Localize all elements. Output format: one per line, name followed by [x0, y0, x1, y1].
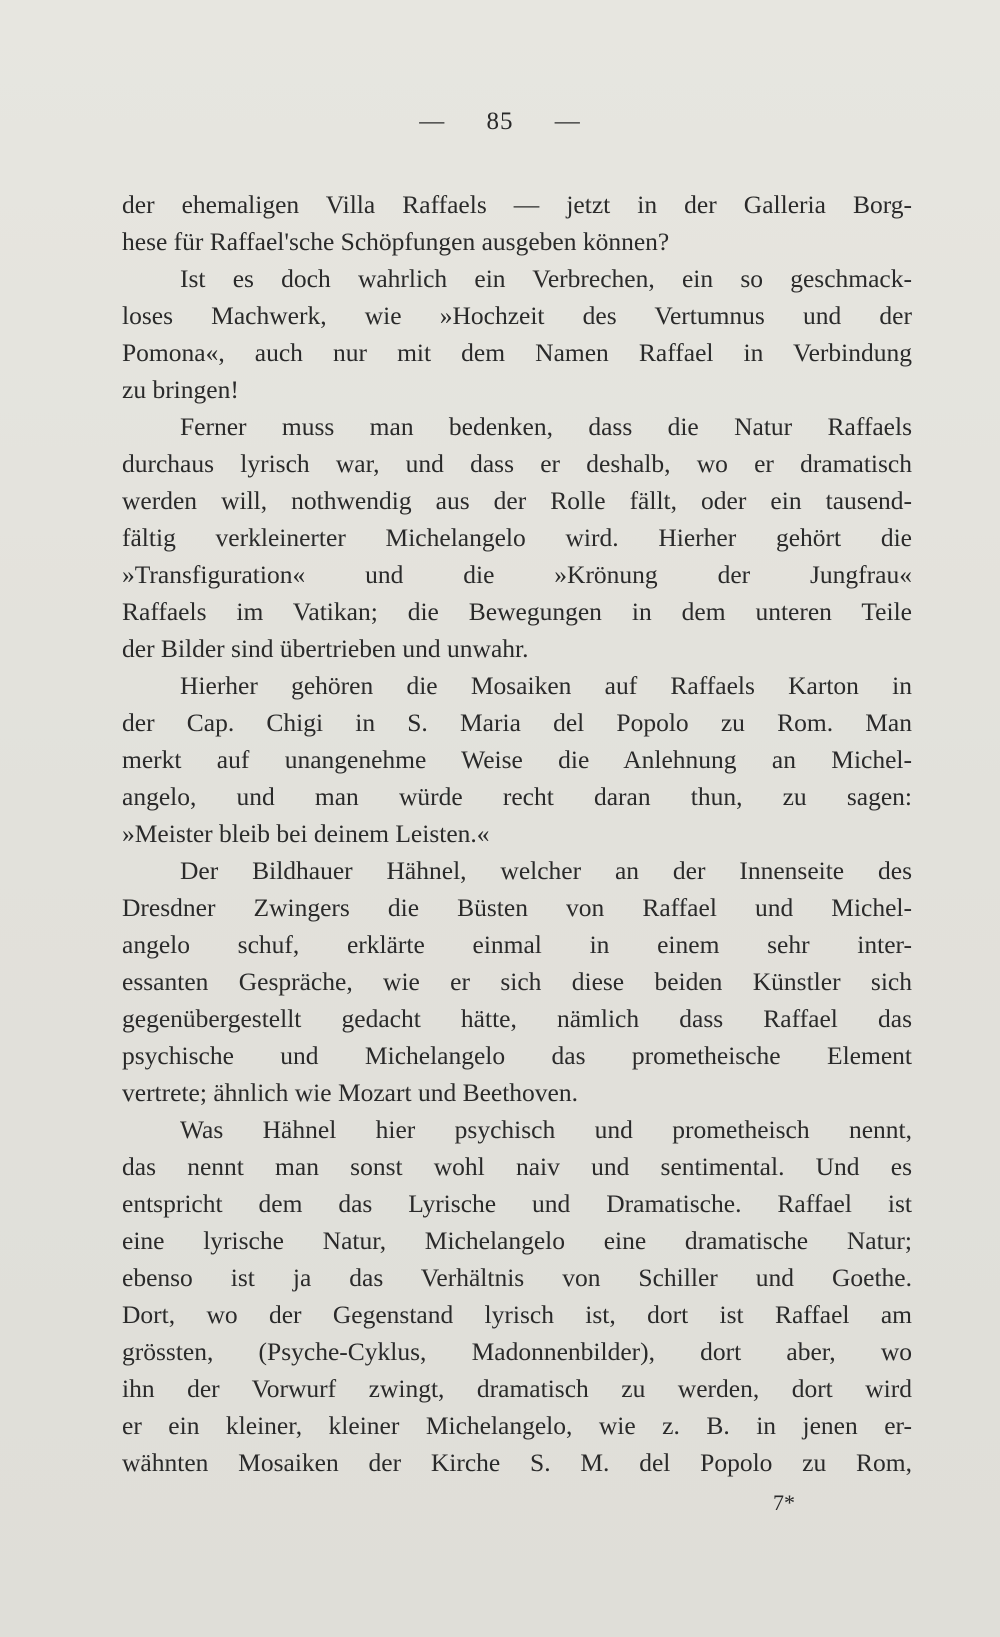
text-line: Ist es doch wahrlich ein Verbrechen, ein so geschmack- — [180, 264, 912, 293]
body-text — [122, 186, 912, 1481]
text-line: psychische und Michelangelo das prometheische Element — [122, 1041, 912, 1070]
text-line: der ehemaligen Villa Raffaels — jetzt in der Galleria Borg- — [122, 190, 912, 219]
text-line: Der Bildhauer Hähnel, welcher an der Innenseite des — [180, 856, 912, 885]
text-line: Dresdner Zwingers die Büsten von Raffael und Michel- — [122, 893, 912, 922]
page-number: 85 — [486, 108, 514, 135]
text-line: essanten Gespräche, wie er sich diese beiden Künstler sich — [122, 967, 912, 996]
text-line: ebenso ist ja das Verhältnis von Schiller und Goethe. — [122, 1263, 912, 1292]
text-line: das nennt man sonst wohl naiv und sentimental. Und es — [122, 1152, 912, 1181]
text-line: vertrete; ähnlich wie Mozart und Beethoven. — [122, 1078, 578, 1107]
text-line: wähnten Mosaiken der Kirche S. M. del Popolo zu Rom, — [122, 1448, 912, 1477]
text-line: der Bilder sind übertrieben und unwahr. — [122, 634, 529, 663]
header-dash-left: — — [419, 108, 446, 135]
text-line: fältig verkleinerter Michelangelo wird. Hierher gehört die — [122, 523, 912, 552]
signature-mark: 7* — [773, 1490, 795, 1515]
text-line: der Cap. Chigi in S. Maria del Popolo zu Rom. Man — [122, 708, 912, 737]
text-line: Hierher gehören die Mosaiken auf Raffaels Karton in — [180, 671, 912, 700]
text-line: merkt auf unangenehme Weise die Anlehnung an Michel- — [122, 745, 912, 774]
text-line: Pomona«, auch nur mit dem Namen Raffael in Verbindung — [122, 338, 912, 367]
text-line: Ferner muss man bedenken, dass die Natur Raffaels — [180, 412, 912, 441]
text-line: entspricht dem das Lyrische und Dramatische. Raffael ist — [122, 1189, 912, 1218]
text-line: ihn der Vorwurf zwingt, dramatisch zu werden, dort wird — [122, 1374, 912, 1403]
text-line: Dort, wo der Gegenstand lyrisch ist, dort ist Raffael am — [122, 1300, 912, 1329]
text-line: werden will, nothwendig aus der Rolle fällt, oder ein tausend- — [122, 486, 912, 515]
page-header — [0, 108, 1000, 136]
text-line: »Transfiguration« und die »Krönung der Jungfrau« — [122, 560, 912, 589]
text-line: Was Hähnel hier psychisch und prometheisch nennt, — [180, 1115, 912, 1144]
text-line: »Meister bleib bei deinem Leisten.« — [122, 819, 490, 848]
text-line: angelo, und man würde recht daran thun, zu sagen: — [122, 782, 912, 811]
text-line: grössten, (Psyche-Cyklus, Madonnenbilder), dort aber, wo — [122, 1337, 912, 1366]
text-line: hese für Raffael'sche Schöpfungen ausgeben können? — [122, 227, 670, 256]
text-line: zu bringen! — [122, 375, 239, 404]
text-line: durchaus lyrisch war, und dass er deshalb, wo er dramatisch — [122, 449, 912, 478]
text-line: loses Machwerk, wie »Hochzeit des Vertumnus und der — [122, 301, 912, 330]
text-line: er ein kleiner, kleiner Michelangelo, wie z. B. in jenen er- — [122, 1411, 912, 1440]
text-line: Raffaels im Vatikan; die Bewegungen in dem unteren Teile — [122, 597, 912, 626]
text-line: eine lyrische Natur, Michelangelo eine dramatische Natur; — [122, 1226, 912, 1255]
text-line: gegenübergestellt gedacht hätte, nämlich dass Raffael das — [122, 1004, 912, 1033]
header-dash-right: — — [554, 108, 581, 135]
text-line: angelo schuf, erklärte einmal in einem sehr inter- — [122, 930, 912, 959]
